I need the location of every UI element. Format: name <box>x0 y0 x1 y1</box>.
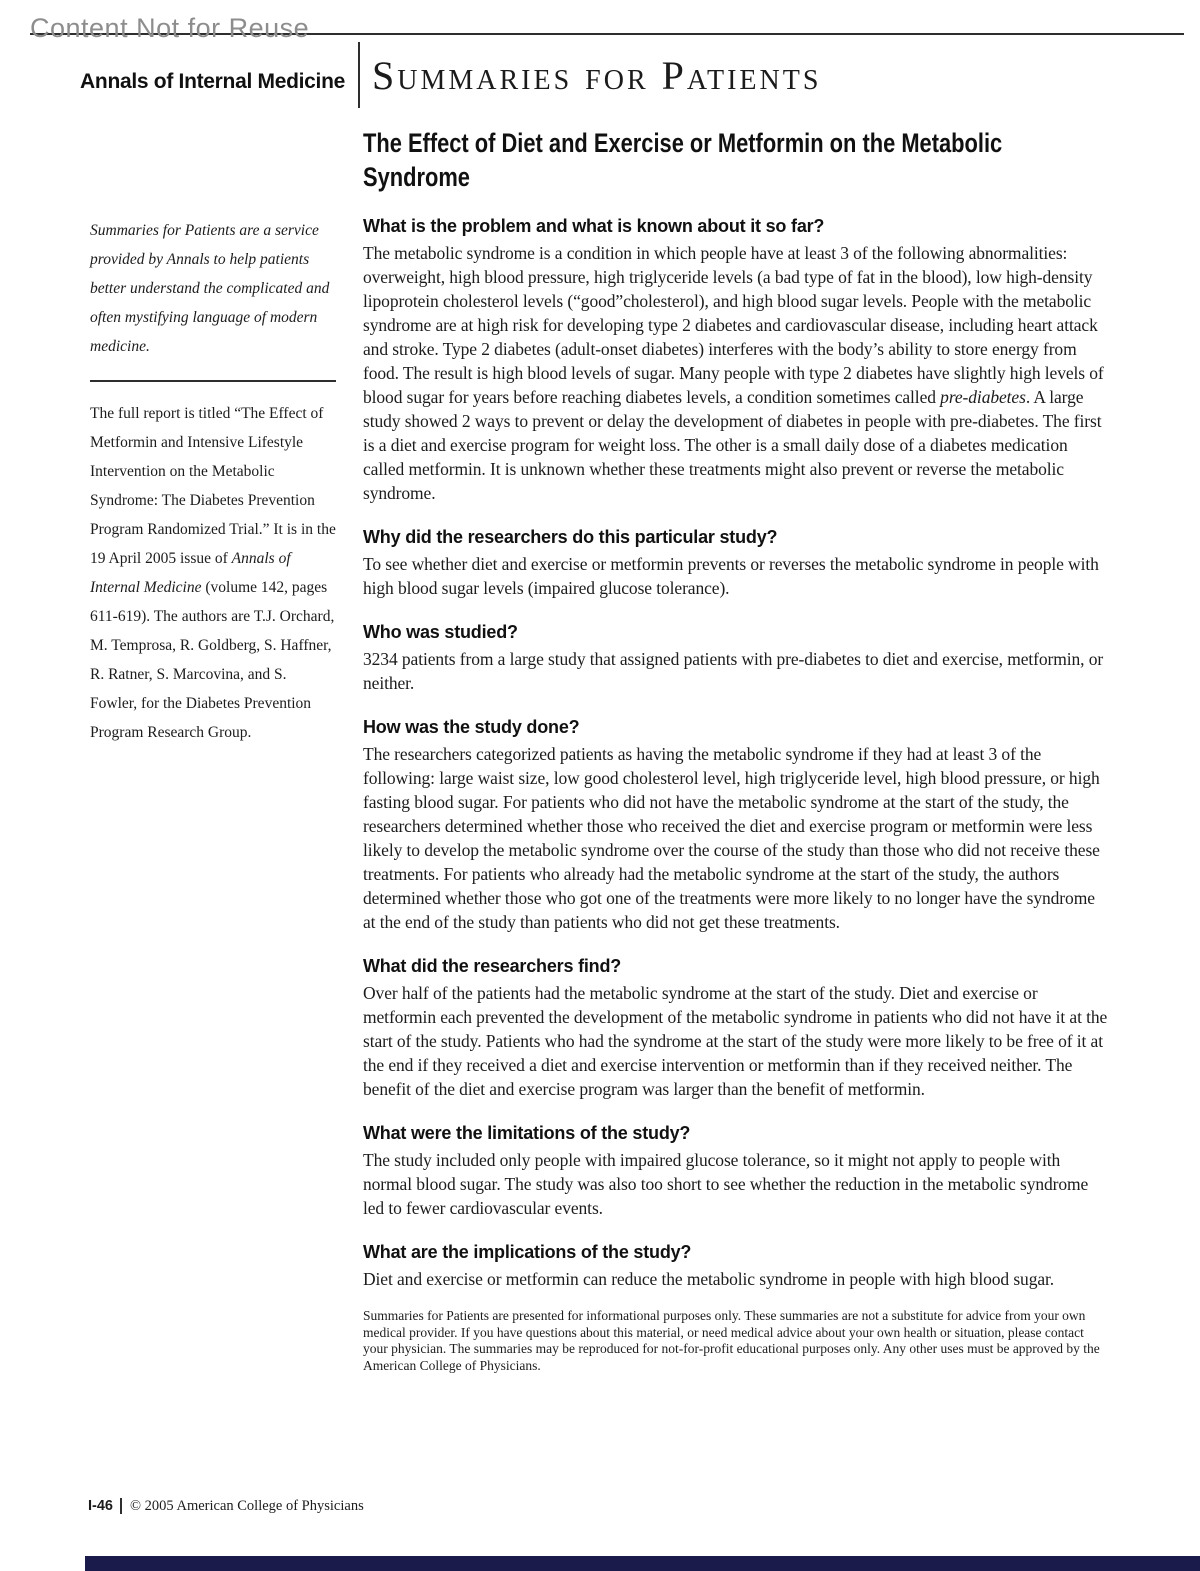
section-heading: Why did the researchers do this particular study? <box>363 527 778 547</box>
section-body: The metabolic syndrome is a condition in which people have at least 3 of the following abnormalities: overweight, high blood pressure, high triglyceride levels (a bad type of fat in the blood), low high-density lipoprotein cholesterol levels (“good”cholesterol), and high blood sugar levels. People with the metabolic syndrome are at high risk for developing type 2 diabetes and cardiovascular disease, including heart attack and stroke. Type 2 diabetes (adult-onset diabetes) interferes with the body’s ability to store energy from food. The result is high blood levels of sugar. Many people with type 2 diabetes have slightly high levels of blood sugar for years before reaching diabetes levels, a condition sometimes called pre-diabetes. A large study showed 2 ways to prevent or delay the development of diabetes in people with pre-diabetes. The first is a diet and exercise program for weight loss. The other is a small daily dose of a diabetes medication called metformin. It is unknown whether these treatments might also prevent or reverse the metabolic syndrome. <box>363 243 1104 503</box>
page-number: I-46 <box>88 1498 122 1514</box>
section-body: 3234 patients from a large study that assigned patients with pre-diabetes to diet and exercise, metformin, or neither. <box>363 649 1104 693</box>
page-footer <box>88 1498 364 1515</box>
article-section <box>363 716 1111 934</box>
main-column <box>363 126 1111 1374</box>
article-section <box>363 1241 1111 1291</box>
disclaimer-text: Summaries for Patients are presented for informational purposes only. These summaries are not a substitute for advice from your own medical provider. If you have questions about this material, or need medical advice about your own health or situation, please contact your physician. The summaries may be reproduced for not-for-profit educational purposes only. Any other uses must be approved by the American College of Physicians. <box>363 1308 1100 1373</box>
sections <box>363 215 1111 1291</box>
section-heading: Who was studied? <box>363 622 518 642</box>
header-divider <box>358 42 360 108</box>
copyright-notice: © 2005 American College of Physicians <box>130 1498 364 1514</box>
journal-name: Annals of Internal Medicine <box>80 70 345 93</box>
section-body: The study included only people with impaired glucose tolerance, so it might not apply to people with normal blood sugar. The study was also too short to see whether the reduction in the metabolic syndrome led to fewer cardiovascular events. <box>363 1150 1089 1218</box>
article-title: The Effect of Diet and Exercise or Metformin on the Metabolic Syndrome <box>363 128 1003 192</box>
bottom-color-bar <box>85 1556 1200 1571</box>
series-title: Summaries for Patients <box>372 53 822 98</box>
sidebar-full-report-note: The full report is titled “The Effect of Metformin and Intensive Lifestyle Intervention on the Metabolic Syndrome: The Diabetes Prevention Program Randomized Trial.” It is in the 19 April 2005 issue of Annals of Internal Medicine (volume 142, pages 611-619). The authors are T.J. Orchard, M. Temprosa, R. Goldberg, S. Haffner, R. Ratner, S. Marcovina, and S. Fowler, for the Diabetes Prevention Program Research Group. <box>90 405 336 741</box>
section-heading: What is the problem and what is known about it so far? <box>363 216 825 236</box>
sidebar-about-note: Summaries for Patients are a service provided by Annals to help patients better understand the complicated and often mystifying language of modern medicine. <box>90 222 330 355</box>
section-heading: What were the limitations of the study? <box>363 1123 691 1143</box>
section-heading: What are the implications of the study? <box>363 1242 692 1262</box>
article-section <box>363 215 1111 505</box>
section-body: Diet and exercise or metformin can reduce the metabolic syndrome in people with high blood sugar. <box>363 1269 1055 1289</box>
section-heading: What did the researchers find? <box>363 956 622 976</box>
section-body: The researchers categorized patients as having the metabolic syndrome if they had at least 3 of the following: large waist size, low good cholesterol level, high triglyceride level, high blood pressure, or high fasting blood sugar. For patients who did not have the metabolic syndrome at the start of the study, the researchers determined whether those who received the diet and exercise program or metformin were less likely to develop the metabolic syndrome over the course of the study than those who did not receive these treatments. For patients who already had the metabolic syndrome at the start of the study, the authors determined whether those who got one of the treatments were more likely to no longer have the syndrome at the end of the study than patients who did not get these treatments. <box>363 744 1100 932</box>
article-section <box>363 526 1111 600</box>
sidebar <box>90 216 336 747</box>
sidebar-rule <box>90 380 336 382</box>
article-section <box>363 621 1111 695</box>
article-section <box>363 955 1111 1101</box>
article-section <box>363 1122 1111 1220</box>
section-heading: How was the study done? <box>363 717 580 737</box>
section-body: To see whether diet and exercise or metformin prevents or reverses the metabolic syndrome in people with high blood sugar levels (impaired glucose tolerance). <box>363 554 1099 598</box>
watermark-text: Content Not for Reuse <box>30 13 310 43</box>
section-body: Over half of the patients had the metabolic syndrome at the start of the study. Diet and exercise or metformin each prevented the development of the metabolic syndrome in patients who did not have it at the start of the study. Patients who had the syndrome at the start of the study were more likely to be free of it at the end if they received a diet and exercise intervention or metformin than if they received neither. The benefit of the diet and exercise program was larger than the benefit of metformin. <box>363 983 1108 1099</box>
